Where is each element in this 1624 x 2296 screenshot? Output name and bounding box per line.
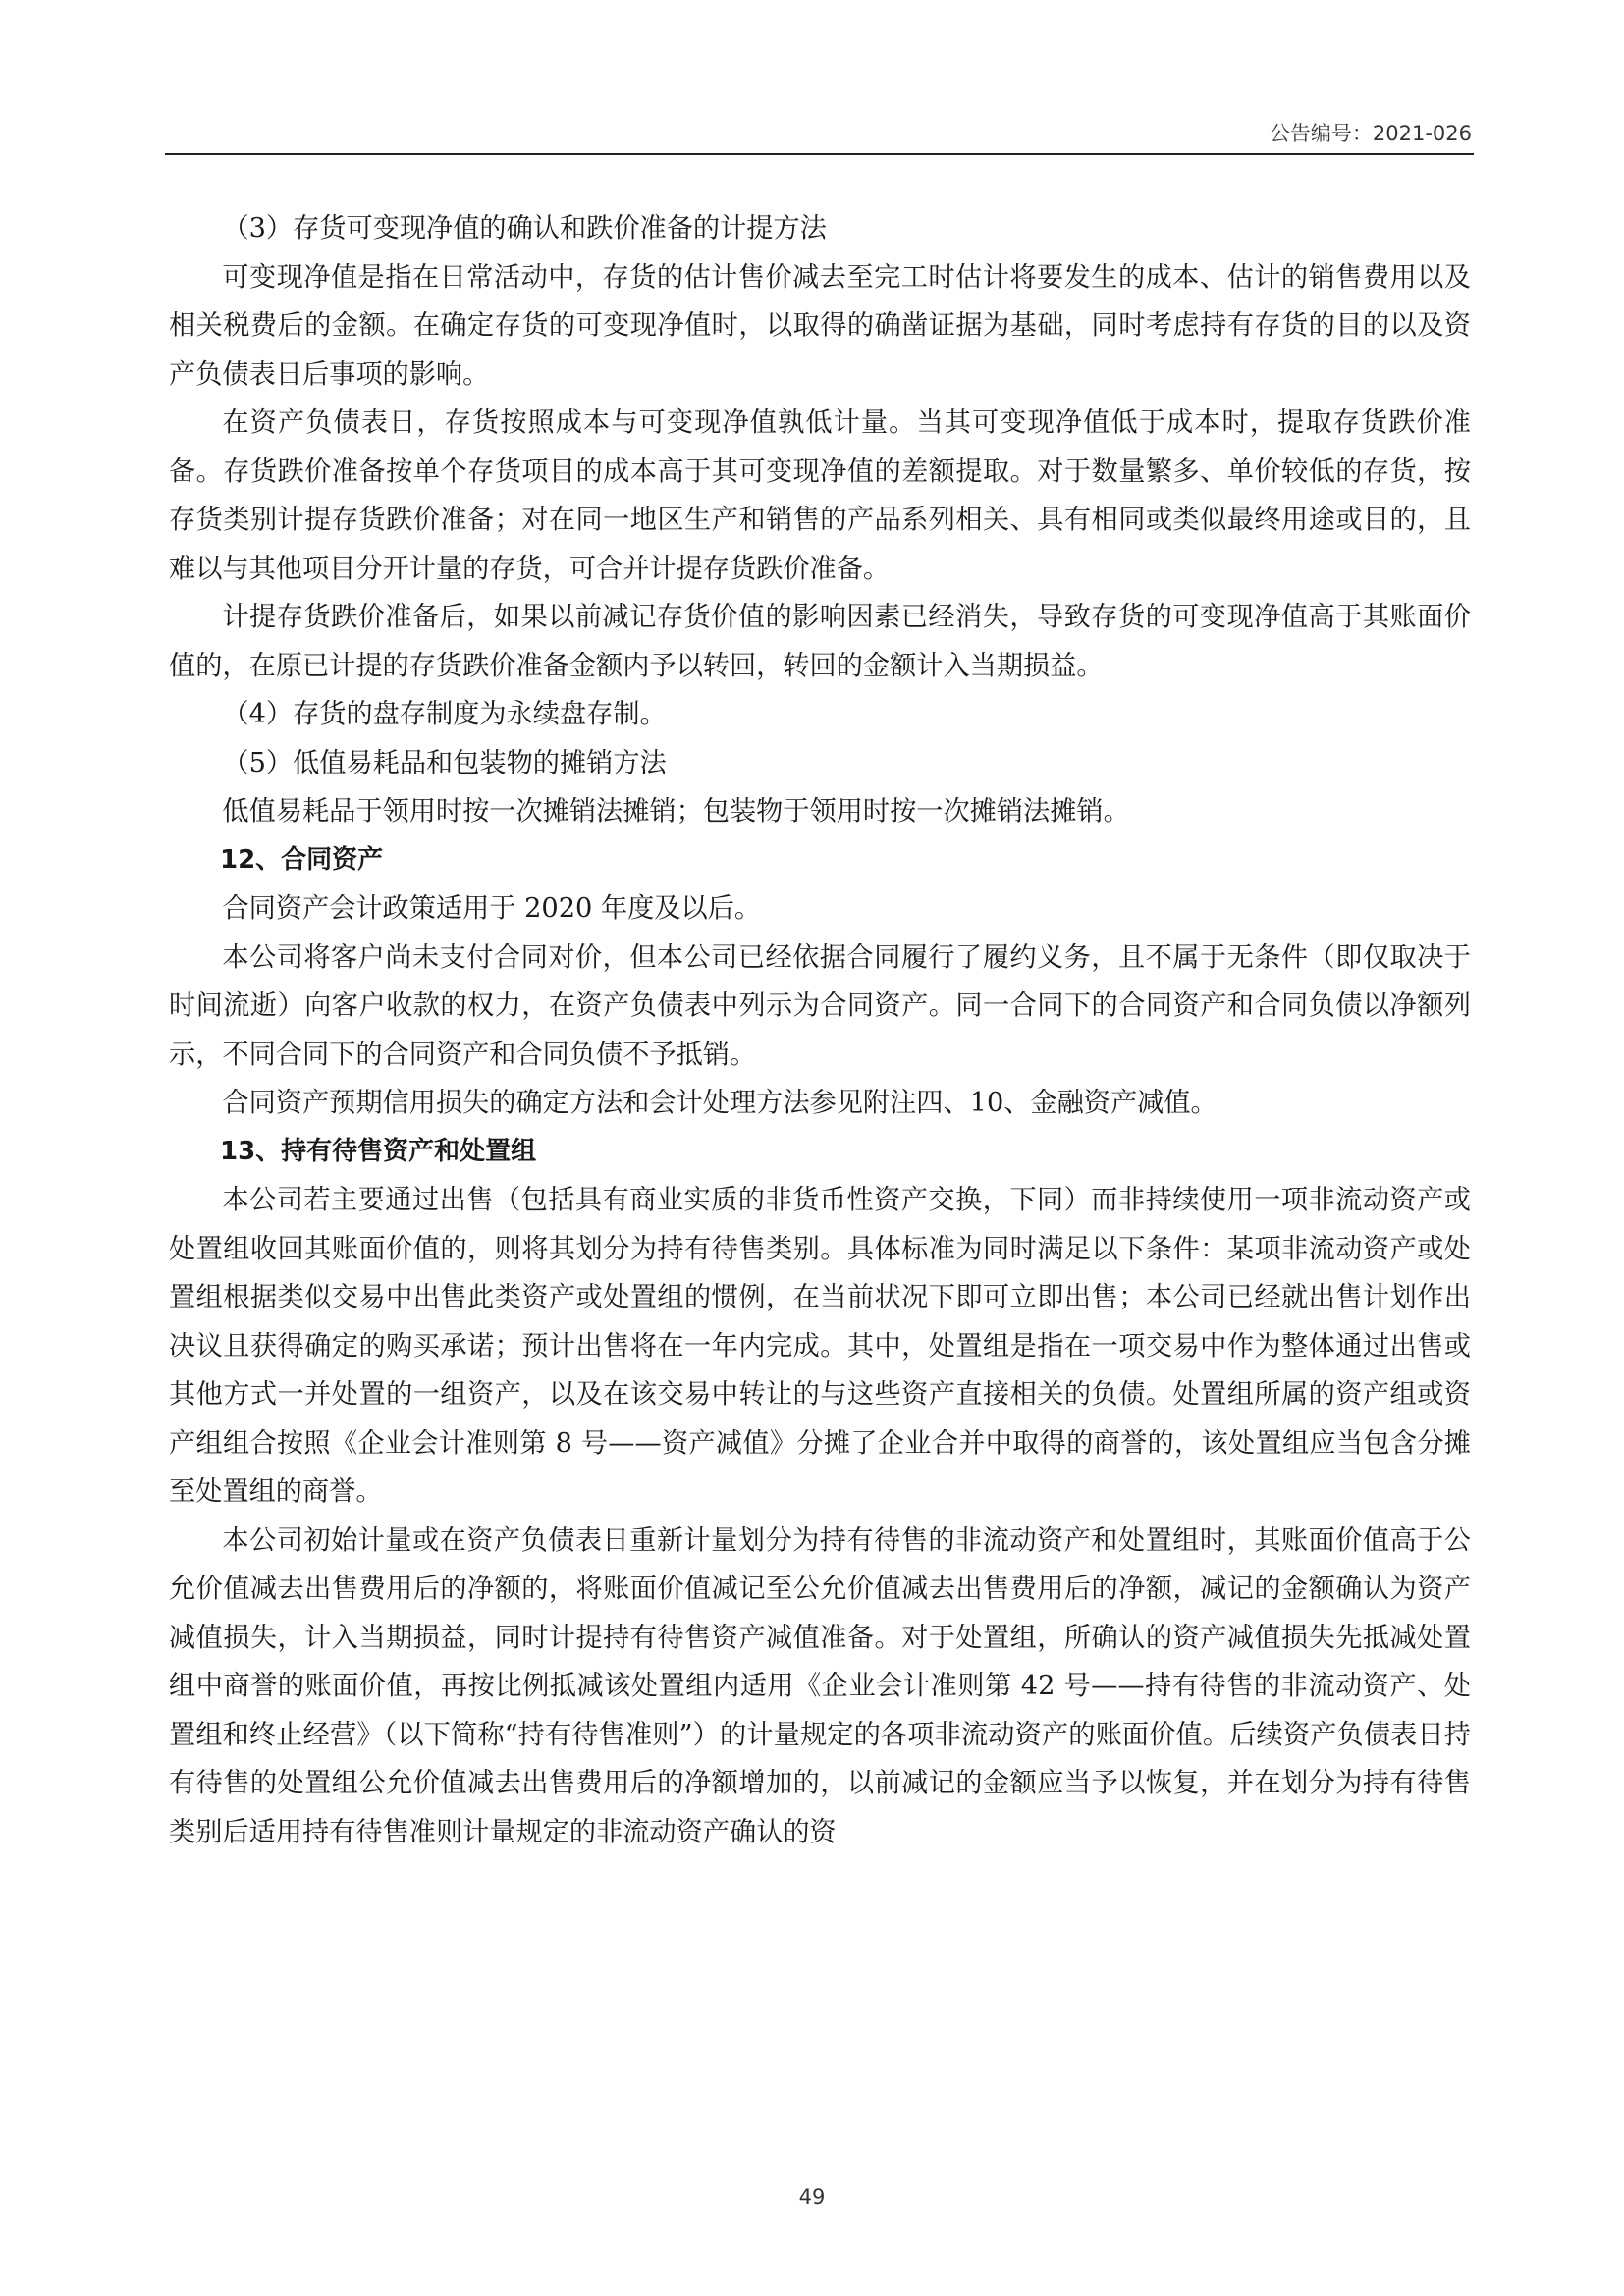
section-heading-held-for-sale: 13、持有待售资产和处置组	[220, 1136, 537, 1166]
section-heading-contract-assets: 12、合同资产	[220, 844, 384, 875]
paragraph-nrv-reversal: 计提存货跌价准备后，如果以前减记存货价值的影响因素已经消失，导致存货的可变现净值高于其账面价值的，在原已计提的存货跌价准备金额内予以转回，转回的金额计入当期损益。	[169, 602, 1471, 681]
page-header	[165, 106, 1474, 155]
paragraph-contract-assets-impairment: 合同资产预期信用损失的确定方法和会计处理方法参见附注四、10、金融资产减值。	[222, 1088, 1218, 1118]
subheading-inventory-nrv: （3）存货可变现净值的确认和跌价准备的计提方法	[222, 213, 827, 243]
announcement-number: 公告编号：2021-026	[1269, 122, 1472, 145]
subheading-inventory-system: （4）存货的盘存制度为永续盘存制。	[222, 699, 667, 729]
paragraph-nrv-definition: 可变现净值是指在日常活动中，存货的估计售价减去至完工时估计将要发生的成本、估计的销售费用以及相关税费后的金额。在确定存货的可变现净值时，以取得的确凿证据为基础，同时考虑持有存货的目的以及资产负债表日后事项的影响。	[169, 261, 1471, 390]
paragraph-amortization: 低值易耗品于领用时按一次摊销法摊销；包装物于领用时按一次摊销法摊销。	[222, 796, 1130, 827]
document-body	[169, 204, 1471, 1856]
page-number: 49	[798, 2185, 826, 2209]
subheading-amortization: （5）低值易耗品和包装物的摊销方法	[222, 747, 667, 778]
paragraph-nrv-measurement: 在资产负债表日，存货按照成本与可变现净值孰低计量。当其可变现净值低于成本时，提取存货跌价准备。存货跌价准备按单个存货项目的成本高于其可变现净值的差额提取。对于数量繁多、单价较低的存货，按存货类别计提存货跌价准备；对在同一地区生产和销售的产品系列相关、具有相同或类似最终用途或目的，且难以与其他项目分开计量的存货，可合并计提存货跌价准备。	[169, 407, 1471, 584]
paragraph-held-for-sale-criteria: 本公司若主要通过出售（包括具有商业实质的非货币性资产交换，下同）而非持续使用一项非流动资产或处置组收回其账面价值的，则将其划分为持有待售类别。具体标准为同时满足以下条件：某项非流动资产或处置组根据类似交易中出售此类资产或处置组的惯例，在当前状况下即可立即出售；本公司已经就出售计划作出决议且获得确定的购买承诺；预计出售将在一年内完成。其中，处置组是指在一项交易中作为整体通过出售或其他方式一并处置的一组资产，以及在该交易中转让的与这些资产直接相关的负债。处置组所属的资产组或资产组组合按照《企业会计准则第 8 号——资产减值》分摊了企业合并中取得的商誉的，该处置组应当包含分摊至处置组的商誉。	[169, 1185, 1471, 1507]
paragraph-contract-assets-scope: 合同资产会计政策适用于 2020 年度及以后。	[222, 893, 762, 924]
paragraph-held-for-sale-measurement: 本公司初始计量或在资产负债表日重新计量划分为持有待售的非流动资产和处置组时，其账面价值高于公允价值减去出售费用后的净额的，将账面价值减记至公允价值减去出售费用后的净额，减记的金额确认为资产减值损失，计入当期损益，同时计提持有待售资产减值准备。对于处置组，所确认的资产减值损失先抵减处置组中商誉的账面价值，再按比例抵减该处置组内适用《企业会计准则第 42 号——持有待售的非流动资产、处置组和终止经营》（以下简称“持有待售准则”）的计量规定的各项非流动资产的账面价值。后续资产负债表日持有待售的处置组公允价值减去出售费用后的净额增加的，以前减记的金额应当予以恢复，并在划分为持有待售类别后适用持有待售准则计量规定的非流动资产确认的资	[169, 1524, 1471, 1847]
paragraph-contract-assets-definition: 本公司将客户尚未支付合同对价，但本公司已经依据合同履行了履约义务，且不属于无条件（即仅取决于时间流逝）向客户收款的权力，在资产负债表中列示为合同资产。同一合同下的合同资产和合同负债以净额列示，不同合同下的合同资产和合同负债不予抵销。	[169, 941, 1471, 1070]
